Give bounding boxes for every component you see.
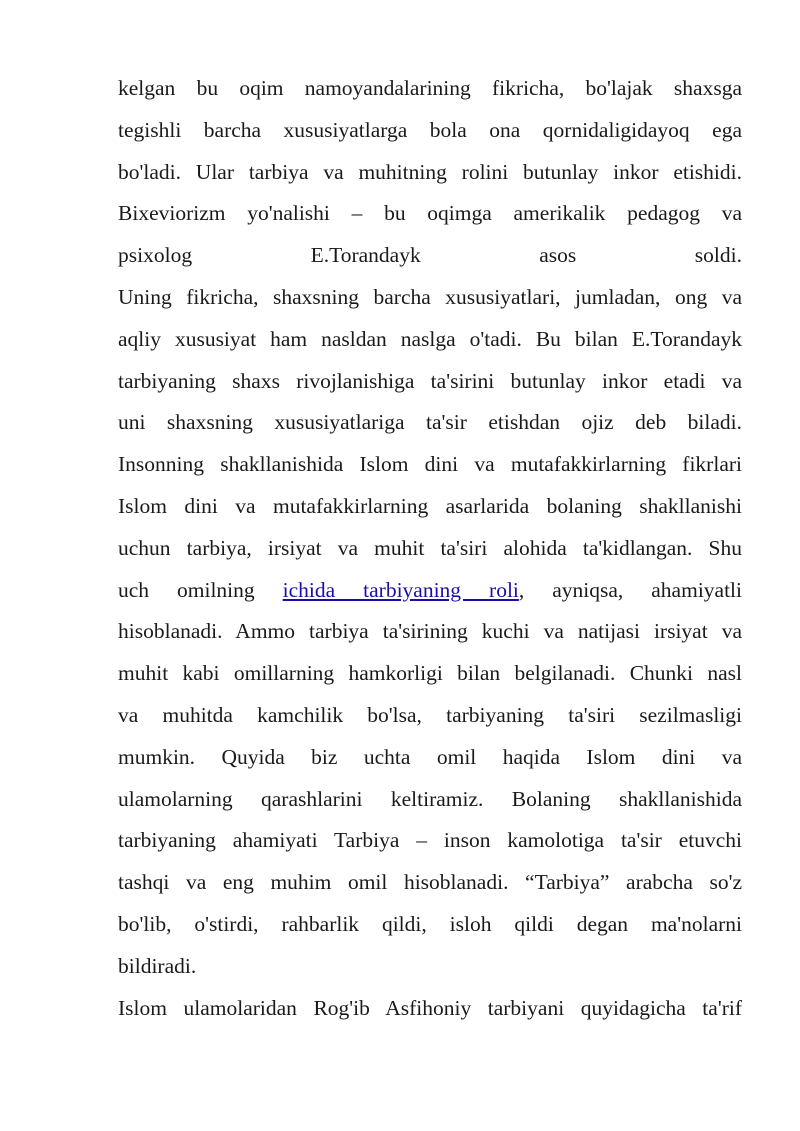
text-line: uni shaxsning xususiyatlariga ta'sir etishdan ojiz deb biladi. — [118, 410, 742, 435]
text-line: tarbiyaning ahamiyati Tarbiya – inson kamolotiga ta'sir etuvchi — [118, 828, 742, 853]
text-line: tegishli barcha xususiyatlarga bola ona qornidaligidayoq ega — [118, 117, 742, 142]
text-line: psixolog E.Torandayk asos soldi. — [118, 243, 742, 268]
text-line: bo'ladi. Ular tarbiya va muhitning rolini butunlay inkor etishidi. — [118, 159, 742, 184]
link-suffix-text: , ayniqsa, ahamiyatli — [518, 577, 743, 602]
text-line: Islom ulamolaridan Rog'ib Asfihoniy tarbiyani quyidagicha ta'rif — [118, 995, 742, 1020]
text-line: Bixeviorizm yo'nalishi – bu oqimga amerikalik pedagog va — [118, 201, 742, 226]
text-line: Uning fikricha, shaxsning barcha xususiyatlari, jumladan, ong va — [118, 284, 742, 309]
text-line: tarbiyaning shaxs rivojlanishiga ta'sirini butunlay inkor etadi va — [118, 368, 742, 393]
tarbiya-roli-link[interactable]: ichida tarbiyaning roli — [282, 577, 519, 602]
text-line: aqliy xususiyat ham nasldan naslga o'tadi. Bu bilan E.Torandayk — [118, 326, 742, 351]
text-line: ulamolarning qarashlarini keltiramiz. Bolaning shakllanishida — [118, 786, 742, 811]
text-line: kelgan bu oqim namoyandalarining fikricha, bo'lajak shaxsga — [118, 76, 742, 100]
text-line: bo'lib, o'stirdi, rahbarlik qildi, isloh qildi degan ma'nolarni — [118, 911, 742, 936]
text-line: uchun tarbiya, irsiyat va muhit ta'siri alohida ta'kidlangan. Shu — [118, 535, 742, 560]
document-page — [118, 68, 742, 1029]
text-line: muhit kabi omillarning hamkorligi bilan belgilanadi. Chunki nasl — [118, 661, 742, 686]
text-line: Islom dini va mutafakkirlarning asarlarida bolaning shakllanishi — [118, 493, 742, 518]
link-prefix-text: uch omilning — [118, 577, 283, 602]
text-line: tashqi va eng muhim omil hisoblanadi. “Tarbiya” arabcha so'z — [118, 870, 742, 895]
text-line: Insonning shakllanishida Islom dini va mutafakkirlarning fikrlari — [118, 452, 742, 477]
text-line-with-link — [118, 570, 742, 612]
text-line: bildiradi. — [118, 953, 197, 978]
text-line: va muhitda kamchilik bo'lsa, tarbiyaning ta'siri sezilmasligi — [118, 702, 742, 727]
text-line: hisoblanadi. Ammo tarbiya ta'sirining kuchi va natijasi irsiyat va — [118, 619, 742, 644]
text-line: mumkin. Quyida biz uchta omil haqida Islom dini va — [118, 744, 742, 769]
